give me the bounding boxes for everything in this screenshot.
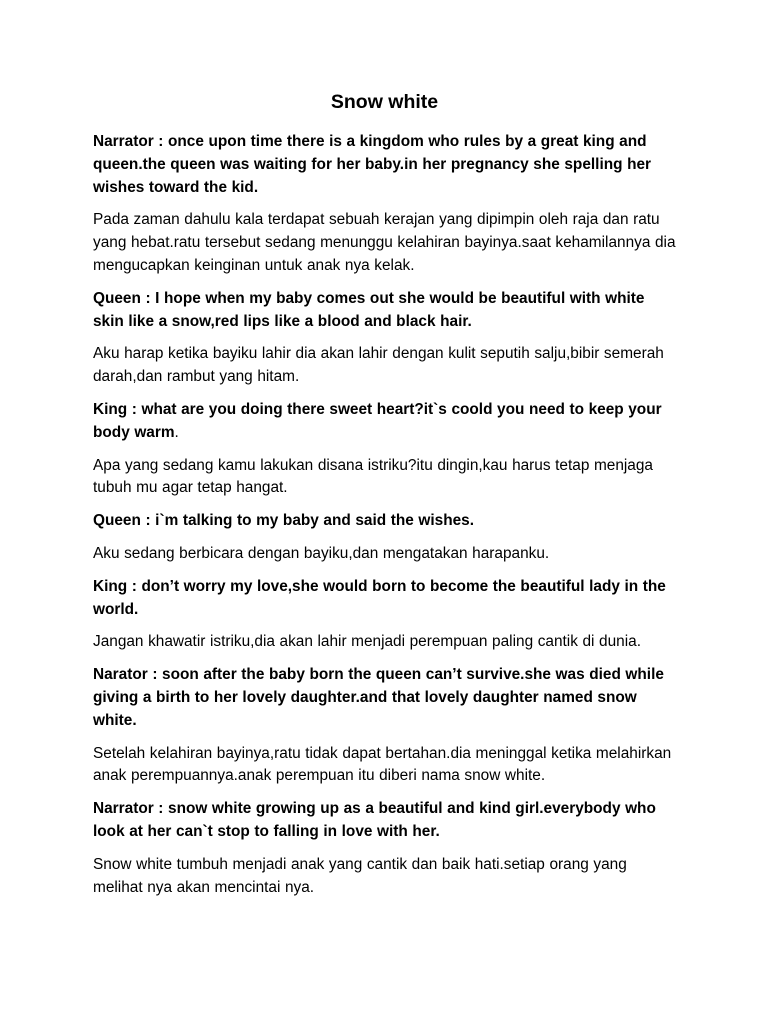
paragraph-translation-5: Jangan khawatir istriku,dia akan lahir menjadi perempuan paling cantik di dunia. (93, 633, 641, 651)
paragraph-translation-4: Aku sedang berbicara dengan bayiku,dan mengatakan harapanku. (93, 544, 550, 562)
paragraph-translation-7: Snow white tumbuh menjadi anak yang cantik dan baik hati.setiap orang yang melihat nya akan mencintai nya. (93, 855, 627, 896)
paragraph-king-1-text: King : what are you doing there sweet heart?it`s coold you need to keep your body warm (93, 400, 662, 441)
paragraph-narrator-3: Narrator : snow white growing up as a beautiful and kind girl.everybody who look at her can`t stop to falling in love with her. (93, 800, 656, 840)
paragraph-translation-1: Pada zaman dahulu kala terdapat sebuah kerajan yang dipimpin oleh raja dan ratu yang hebat.ratu tersebut sedang menunggu kelahiran bayinya.saat kehamilannya dia mengucapkan keinginan untuk anak nya kelak. (93, 211, 676, 274)
paragraph-translation-3: Apa yang sedang kamu lakukan disana istriku?itu dingin,kau harus tetap menjaga tubuh mu agar tetap hangat. (93, 456, 653, 497)
paragraph-narrator-1: Narrator : once upon time there is a kingdom who rules by a great king and queen.the queen was waiting for her baby.in her pregnancy she spelling her wishes toward the kid. (93, 133, 652, 196)
paragraph-king-1-period: . (174, 423, 179, 441)
paragraph-queen-2: Queen : i`m talking to my baby and said the wishes. (93, 512, 475, 530)
paragraph-queen-1: Queen : I hope when my baby comes out she would be beautiful with white skin like a snow,red lips like a blood and black hair. (93, 289, 645, 330)
paragraph-translation-6: Setelah kelahiran bayinya,ratu tidak dapat bertahan.dia meninggal ketika melahirkan anak perempuannya.anak perempuan itu diberi nama snow white. (93, 744, 672, 785)
document-title: Snow white (330, 91, 439, 113)
paragraph-translation-2: Aku harap ketika bayiku lahir dia akan lahir dengan kulit seputih salju,bibir semerah darah,dan rambut yang hitam. (93, 345, 664, 386)
paragraph-king-2: King : don’t worry my love,she would born to become the beautiful lady in the world. (93, 577, 666, 618)
paragraph-narrator-2: Narator : soon after the baby born the queen can’t survive.she was died while giving a birth to her lovely daughter.and that lovely daughter named snow white. (93, 666, 664, 729)
paragraph-king-1 (93, 399, 676, 445)
